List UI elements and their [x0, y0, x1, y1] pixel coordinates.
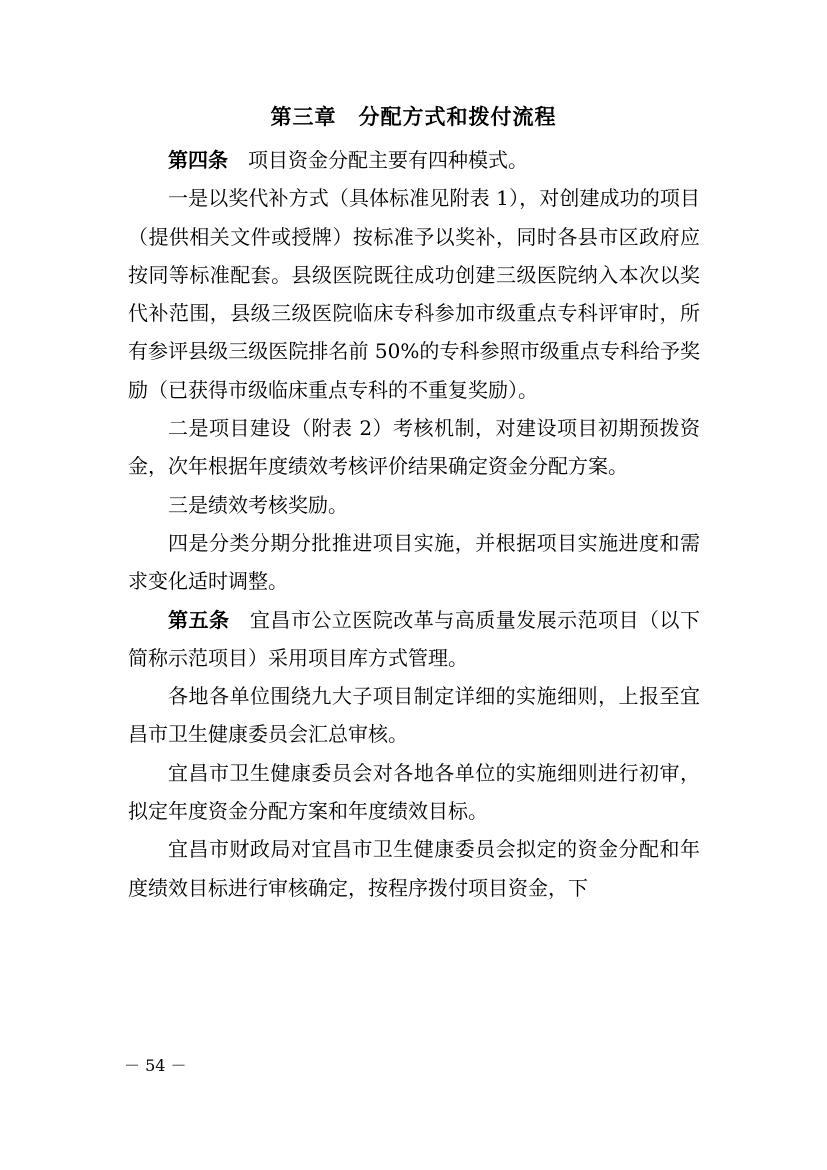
paragraph — [128, 486, 700, 524]
paragraph-text: 二是项目建设（附表 2）考核机制，对建设项目初期预拨资金，次年根据年度绩效考核评价结果确定资金分配方案。 — [128, 416, 700, 479]
paragraph — [128, 141, 700, 179]
article-heading: 第四条 — [168, 148, 228, 172]
paragraph-text: 项目资金分配主要有四种模式。 — [248, 148, 528, 172]
article-heading: 第五条 — [168, 607, 230, 632]
paragraph-text: 宜昌市公立医院改革与高质量发展示范项目（以下简称示范项目）采用项目库方式管理。 — [128, 607, 701, 670]
body-text — [128, 141, 700, 907]
paragraph — [128, 524, 700, 601]
paragraph-text: 三是绩效考核奖励。 — [168, 492, 348, 517]
paragraph-text: 各地各单位围绕九大子项目制定详细的实施细则，上报至宜昌市卫生健康委员会汇总审核。 — [128, 684, 700, 747]
paragraph — [128, 179, 700, 409]
paragraph-text: 宜昌市卫生健康委员会对各地各单位的实施细则进行初审，拟定年度资金分配方案和年度绩效目标。 — [128, 760, 700, 824]
paragraph-text: 一是以奖代补方式（具体标准见附表 1），对创建成功的项目（提供相关文件或授牌）按标准予以奖补，同时各县市区政府应按同等标准配套。县级医院既往成功创建三级医院纳入本次以奖代补范围，县级三级医院临床专科参加市级重点专科评审时，所有参评县级三级医院排名前 50%的专科参照市级重点专科给予奖励（已获得市级临床重点专科的不重复奖励）。 — [128, 186, 700, 402]
paragraph — [128, 601, 700, 678]
paragraph — [128, 754, 700, 831]
paragraph — [128, 409, 700, 486]
paragraph — [128, 830, 700, 907]
page-number: － 54 － — [124, 1056, 187, 1075]
chapter-title: 第三章 分配方式和拨付流程 — [270, 105, 557, 129]
paragraph — [128, 677, 700, 754]
paragraph-text: 四是分类分期分批推进项目实施，并根据项目实施进度和需求变化适时调整。 — [128, 530, 700, 594]
paragraph-text: 宜昌市财政局对宜昌市卫生健康委员会拟定的资金分配和年度绩效目标进行审核确定，按程序拨付项目资金，下 — [128, 837, 700, 900]
